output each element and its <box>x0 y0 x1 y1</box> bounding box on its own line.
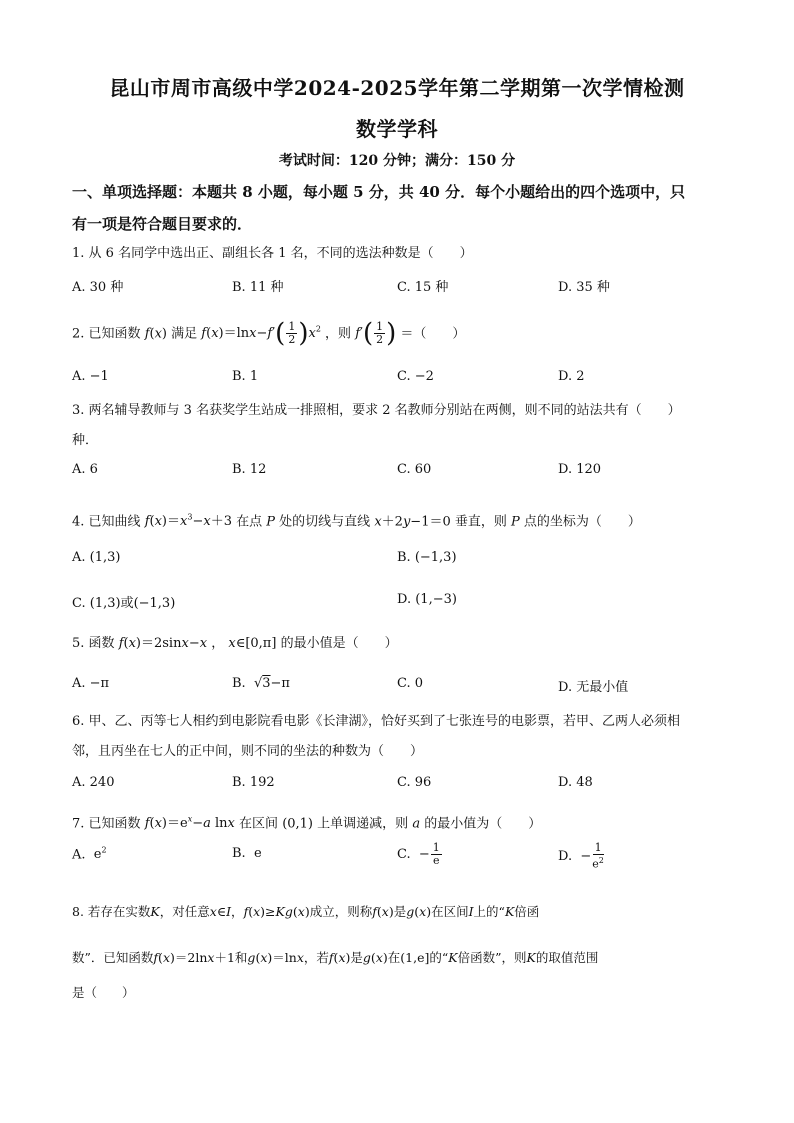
option-d: D. 120 <box>558 462 602 477</box>
q7-interval: (0,1) <box>282 816 314 832</box>
q7-text: 在区间 <box>239 816 279 832</box>
option-c: C. −2 <box>397 369 434 384</box>
question-2-stem <box>72 312 722 352</box>
section-heading-line2: 有一项是符合题目要求的． <box>72 215 253 233</box>
q6-line2: 邻，且丙坐在七人的正中间，则不同的坐法的种数为（ ） <box>72 744 424 759</box>
q3-line2: 种． <box>72 433 99 448</box>
option-b: B. (−1,3) <box>397 550 457 565</box>
option-c: C. (1,3)或(−1,3) <box>72 596 176 611</box>
option-c: C. 60 <box>397 462 432 477</box>
q4-text: 在点 <box>236 514 263 530</box>
option-a: A. −π <box>72 676 110 691</box>
option-b: B. 12 <box>232 462 267 477</box>
q2-formula-f: f(x) <box>144 326 167 342</box>
q5-formula: f(x)＝2sinx−x <box>118 636 208 651</box>
question-1-stem: 1. 从 6 名同学中选出正、副组长各 1 名，不同的选法种数是（ ） <box>72 246 473 261</box>
section-heading-line1: 一、单项选择题：本题共 8 小题，每小题 5 分，共 40 分．每个小题给出的四个选项中，只 <box>72 183 686 201</box>
question-3-options <box>72 462 722 484</box>
q7-text: 上单调递减，则 <box>317 816 409 832</box>
option-a: A. 30 种 <box>72 280 124 295</box>
exam-info: 考试时间：120 分钟；满分：150 分 <box>278 153 516 169</box>
option-a: A. $e^2$ <box>72 846 107 863</box>
question-1-options <box>72 276 722 298</box>
q7-text: 7. 已知函数 <box>72 816 141 832</box>
q3-line1: 3. 两名辅导教师与 3 名获奖学生站成一排照相，要求 2 名教师分别站在两侧，则不同的站法共有（ ） <box>72 403 681 418</box>
option-a: A. 6 <box>72 462 98 477</box>
q5-text: 5. 函数 <box>72 636 115 651</box>
q4-point: P <box>266 514 276 530</box>
question-4-options-row2 <box>72 592 722 614</box>
option-d: D. − $\frac{1}{e^2}$ <box>558 841 604 871</box>
option-b: B. 192 <box>232 775 275 790</box>
q7-text: 的最小值为（ ） <box>424 816 542 832</box>
q4-line: x＋2y−1＝0 <box>374 514 451 530</box>
q4-point: P <box>511 514 520 530</box>
q4-text: 垂直，则 <box>454 514 507 530</box>
option-c: C. 96 <box>397 775 432 790</box>
subject-title: 数学学科 <box>356 117 438 141</box>
option-c: C. 15 种 <box>397 280 449 295</box>
q2-formula: f(x)＝lnx−f′( $\frac{1}{2}$ )$x^2$ <box>201 318 321 349</box>
option-c: C. − $\frac{1}{e}$ <box>397 841 440 867</box>
question-2-options <box>72 369 722 391</box>
question-7-stem <box>72 805 722 839</box>
exam-title: 昆山市周市高级中学2024-2025学年第二学期第一次学情检测 <box>109 76 685 100</box>
q2-text: 2. 已知函数 <box>72 326 141 342</box>
q8-line1: 8. 若存在实数K，对任意x∈I，f(x)≥Kg(x)成立，则称f(x)是g(x)在区间I上的“K倍函 <box>72 904 540 919</box>
option-b: B. 1 <box>232 369 259 384</box>
q4-text: 处的切线与直线 <box>279 514 371 530</box>
question-4-stem <box>72 503 722 537</box>
question-5-stem <box>72 629 722 659</box>
option-d: D. 35 种 <box>558 280 610 295</box>
q7-formula: $f(x)=e^x-a$ lnx <box>144 815 235 832</box>
q2-formula-fprime: f′( $\frac{1}{2}$ ) <box>355 318 397 349</box>
option-d: D. 无最小值 <box>558 680 629 695</box>
q4-formula: $f(x)=x^3-x+3$ <box>144 513 232 530</box>
q8-line2: 数”．已知函数f(x)＝2lnx＋1和g(x)＝lnx，若f(x)是g(x)在(1,e]的“K倍函数”，则K的取值范围 <box>72 950 599 965</box>
option-b: B. e <box>232 846 262 861</box>
option-d: D. (1,−3) <box>397 592 457 607</box>
q2-text: 满足 <box>171 326 198 342</box>
q4-text: 点的坐标为（ ） <box>523 514 641 530</box>
question-6-stem <box>72 707 722 767</box>
q5-domain: x∈[0,π] <box>228 636 277 651</box>
option-b: B. 11 种 <box>232 280 284 295</box>
q5-text: ， <box>211 636 225 651</box>
q7-param: a <box>412 816 421 832</box>
option-a: A. −1 <box>72 369 109 384</box>
q4-text: 4. 已知曲线 <box>72 514 141 530</box>
question-3-stem <box>72 396 722 456</box>
question-6-options <box>72 775 722 797</box>
option-d: D. 48 <box>558 775 593 790</box>
option-a: A. 240 <box>72 775 115 790</box>
q5-text: 的最小值是（ ） <box>280 636 398 651</box>
q6-line1: 6. 甲、乙、丙等七人相约到电影院看电影《长津湖》，恰好买到了七张连号的电影票，若甲、乙两人必须相 <box>72 714 681 729</box>
question-7-options <box>72 841 722 880</box>
q2-text: ，则 <box>325 326 352 342</box>
option-b: B. √3−π <box>232 676 290 691</box>
option-a: A. (1,3) <box>72 550 121 565</box>
option-c: C. 0 <box>397 676 424 691</box>
q2-text: ＝（ ） <box>400 326 466 342</box>
question-5-options <box>72 676 722 698</box>
option-d: D. 2 <box>558 369 585 384</box>
question-4-options-row1 <box>72 550 722 572</box>
q8-line3: 是（ ） <box>72 985 135 1000</box>
section-heading <box>72 176 722 240</box>
question-8-stem <box>72 889 722 1005</box>
